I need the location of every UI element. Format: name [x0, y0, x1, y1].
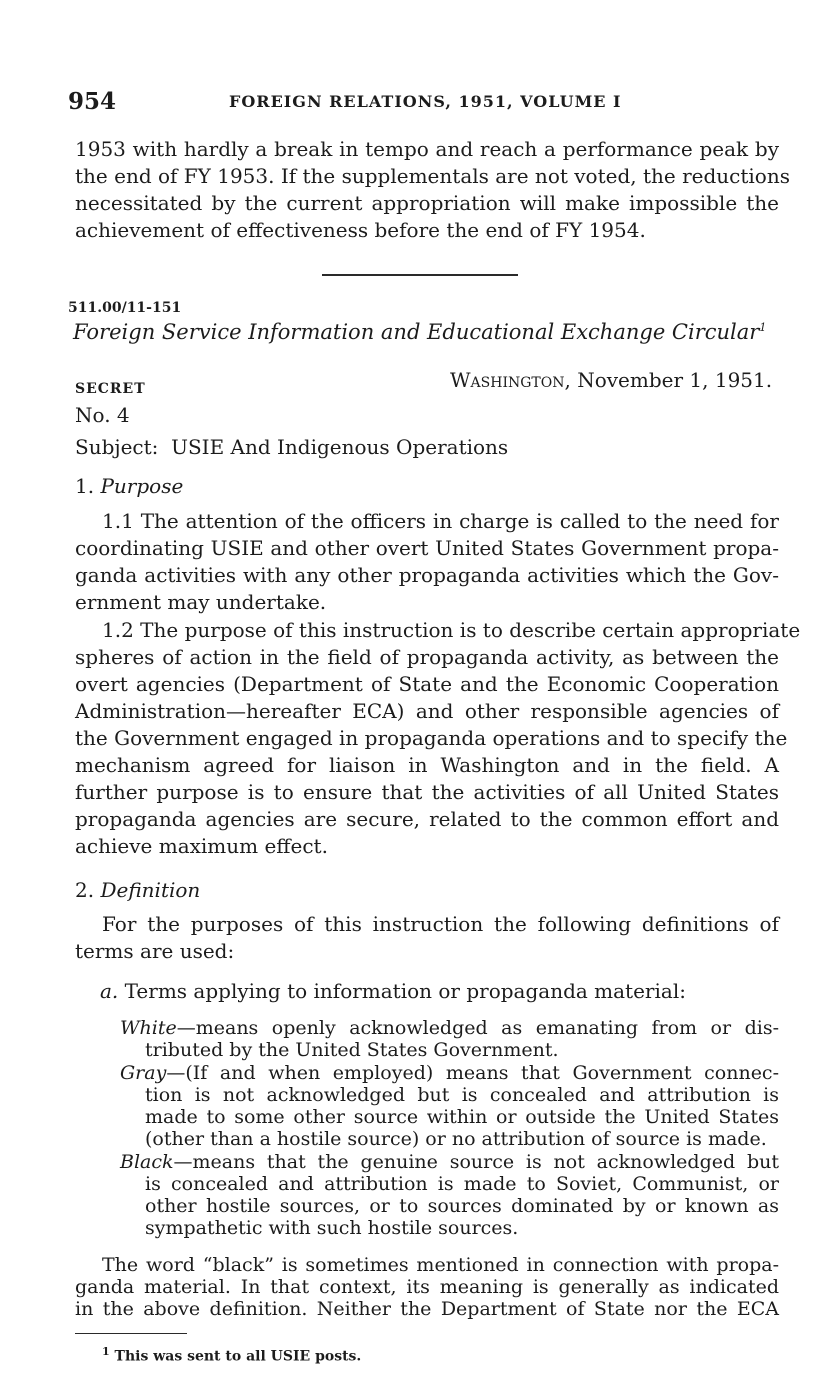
definition-black-line: Black—means that the genuine source is not acknowledged but: [120, 1151, 779, 1173]
circular-title: Foreign Service Information and Educational Exchange Circular$^1$: [73, 320, 767, 344]
term-black: Black: [120, 1151, 174, 1173]
definition-gray-line: (other than a hostile source) or no attribution of source is made.: [145, 1128, 767, 1150]
definition-gray-line: tion is not acknowledged but is concealed and attribution is: [145, 1084, 779, 1106]
definition-gray-line: Gray—(If and when employed) means that Government connec-: [120, 1062, 779, 1084]
running-title: FOREIGN RELATIONS, 1951, VOLUME I: [229, 92, 622, 111]
paragraph-line: Administration—hereafter ECA) and other responsible agencies of: [75, 699, 779, 723]
paragraph-line: ganda material. In that context, its meaning is generally as indicated: [75, 1276, 779, 1298]
definition-black-line: is concealed and attribution is made to Soviet, Communist, or: [145, 1173, 779, 1195]
paragraph-line: the Government engaged in propaganda operations and to specify the: [75, 726, 788, 750]
paragraph-line: overt agencies (Department of State and the Economic Cooperation: [75, 672, 779, 696]
paragraph-line: terms are used:: [75, 939, 235, 963]
footnote: $^1$ This was sent to all USIE posts.: [102, 1345, 362, 1365]
classification: SECRET: [75, 381, 146, 397]
page-number: 954: [68, 88, 117, 115]
paragraph-line: further purpose is to ensure that the activities of all United States: [75, 780, 779, 804]
paragraph-line: in the above definition. Neither the Department of State nor the ECA: [75, 1298, 779, 1320]
footnote-divider: [75, 1333, 187, 1334]
section-heading-definition: 2. Definition: [75, 878, 201, 902]
section-heading-purpose: 1. Purpose: [75, 474, 184, 498]
intro-line: achievement of effectiveness before the end of FY 1954.: [75, 218, 646, 242]
paragraph-line: mechanism agreed for liaison in Washington and in the field. A: [75, 753, 779, 777]
circular-number: No. 4: [75, 403, 130, 427]
subsection-a: a. Terms applying to information or propaganda material:: [100, 979, 686, 1003]
intro-line: necessitated by the current appropriation will make impossible the: [75, 191, 779, 215]
paragraph-line: 1.1 The attention of the officers in charge is called to the need for: [102, 509, 779, 533]
intro-line: the end of FY 1953. If the supplementals are not voted, the reductions: [75, 164, 790, 188]
definition-gray-line: made to some other source within or outside the United States: [145, 1106, 779, 1128]
term-white: White: [120, 1017, 177, 1039]
paragraph-line: For the purposes of this instruction the following definitions of: [102, 912, 779, 936]
definition-black-line: other hostile sources, or to sources dominated by or known as: [145, 1195, 779, 1217]
file-number: 511.00/11-151: [68, 300, 182, 316]
paragraph-line: ganda activities with any other propaganda activities which the Gov-: [75, 563, 779, 587]
definition-black-line: sympathetic with such hostile sources.: [145, 1217, 519, 1239]
dateline: [450, 368, 772, 392]
intro-line: 1953 with hardly a break in tempo and reach a performance peak by: [75, 137, 779, 161]
term-gray: Gray: [120, 1062, 167, 1084]
dateline-place: Washington: [450, 368, 565, 392]
paragraph-line: 1.2 The purpose of this instruction is to describe certain appropriate: [102, 618, 801, 642]
paragraph-line: spheres of action in the field of propaganda activity, as between the: [75, 645, 779, 669]
definition-white-line: tributed by the United States Government.: [145, 1039, 559, 1061]
paragraph-line: ernment may undertake.: [75, 590, 327, 614]
paragraph-line: propaganda agencies are secure, related to the common effort and: [75, 807, 779, 831]
definition-white-line: White—means openly acknowledged as emanating from or dis-: [120, 1017, 779, 1039]
subject-line: Subject: USIE And Indigenous Operations: [75, 435, 509, 459]
footnote-ref: 1: [759, 321, 767, 334]
footnote-marker: 1: [102, 1345, 110, 1358]
dateline-date: , November 1, 1951.: [564, 368, 773, 392]
paragraph-line: achieve maximum effect.: [75, 834, 328, 858]
paragraph-line: coordinating USIE and other overt United States Government propa-: [75, 536, 779, 560]
section-divider: [322, 274, 518, 276]
paragraph-line: The word “black” is sometimes mentioned in connection with propa-: [102, 1254, 779, 1276]
